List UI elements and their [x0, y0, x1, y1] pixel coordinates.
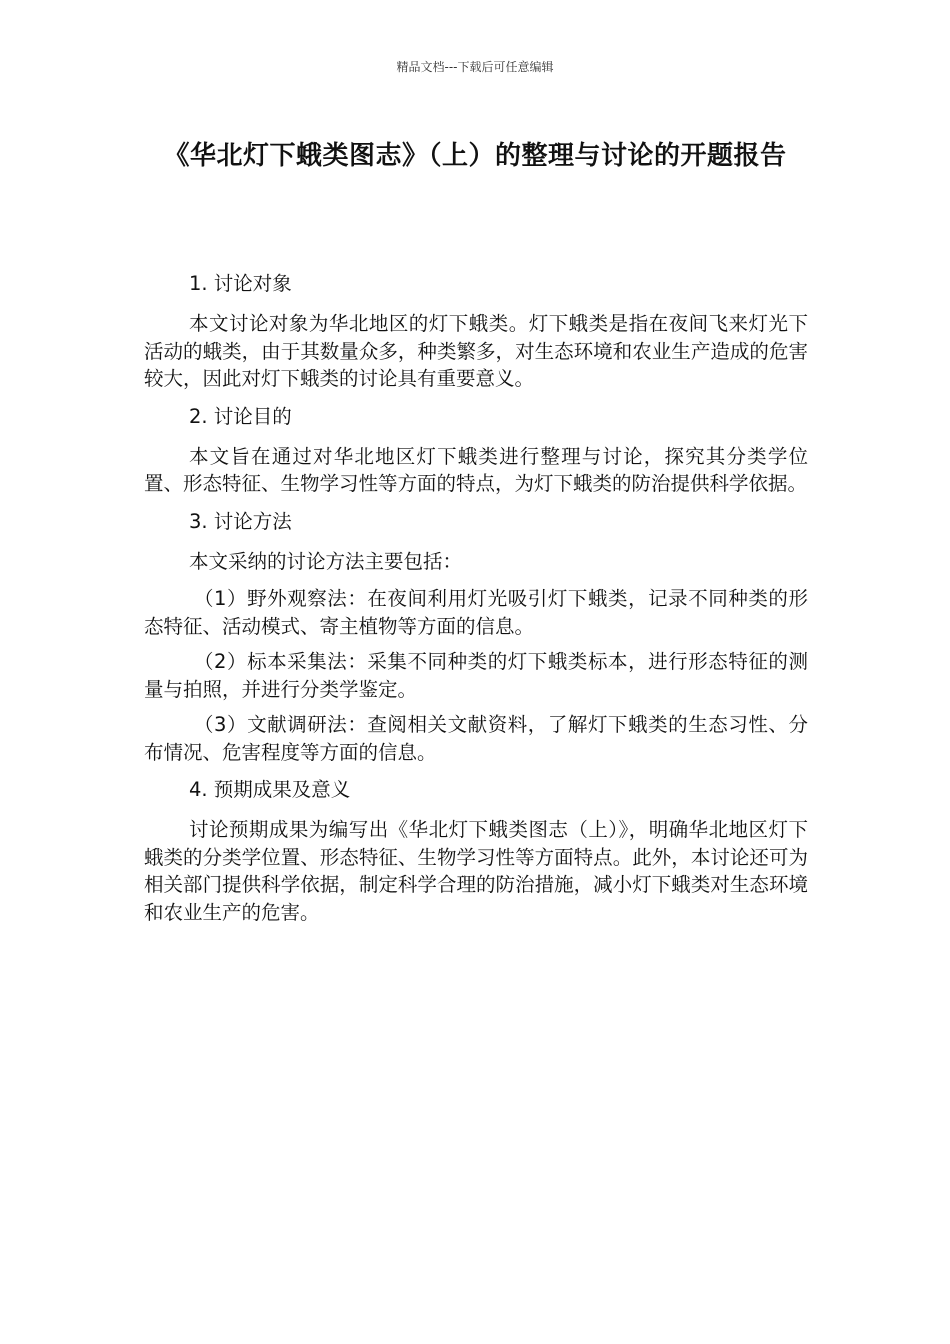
paragraph-research-purpose: 本文旨在通过对华北地区灯下蛾类进行整理与讨论，探究其分类学位置、形态特征、生物学习性等方面的特点，为灯下蛾类的防治提供科学依据。 — [144, 444, 808, 495]
section-heading-research-purpose: 2. 讨论目的 — [189, 404, 292, 428]
section-heading-expected-results: 4. 预期成果及意义 — [189, 778, 351, 801]
method-item-field-observation: （1）野外观察法：在夜间利用灯光吸引灯下蛾类，记录不同种类的形态特征、活动模式、寄主植物等方面的信息。 — [144, 587, 808, 638]
section-heading-research-object: 1. 讨论对象 — [189, 272, 292, 295]
paragraph-expected-results: 讨论预期成果为编写出《华北灯下蛾类图志（上）》，明确华北地区灯下蛾类的分类学位置、形态特征、生物学习性等方面特点。此外，本讨论还可为相关部门提供科学依据，制定科学合理的防治措施，减小灯下蛾类对生态环境和农业生产的危害。 — [144, 818, 808, 924]
paragraph-research-object: 本文讨论对象为华北地区的灯下蛾类。灯下蛾类是指在夜间飞来灯光下活动的蛾类，由于其数量众多，种类繁多，对生态环境和农业生产造成的危害较大，因此对灯下蛾类的讨论具有重要意义。 — [144, 312, 808, 390]
document-body — [144, 268, 808, 934]
page-header: 精品文档---下载后可任意编辑 — [396, 60, 554, 74]
method-item-literature-review: （3）文献调研法：查阅相关文献资料，了解灯下蛾类的生态习性、分布情况、危害程度等方面的信息。 — [144, 713, 808, 764]
section-heading-research-method: 3. 讨论方法 — [189, 509, 292, 533]
paragraph-method-intro: 本文采纳的讨论方法主要包括： — [189, 549, 463, 573]
document-title: 《华北灯下蛾类图志》（上）的整理与讨论的开题报告 — [163, 141, 787, 171]
method-item-specimen-collection: （2）标本采集法：采集不同种类的灯下蛾类标本，进行形态特征的测量与拍照，并进行分类学鉴定。 — [144, 650, 808, 701]
